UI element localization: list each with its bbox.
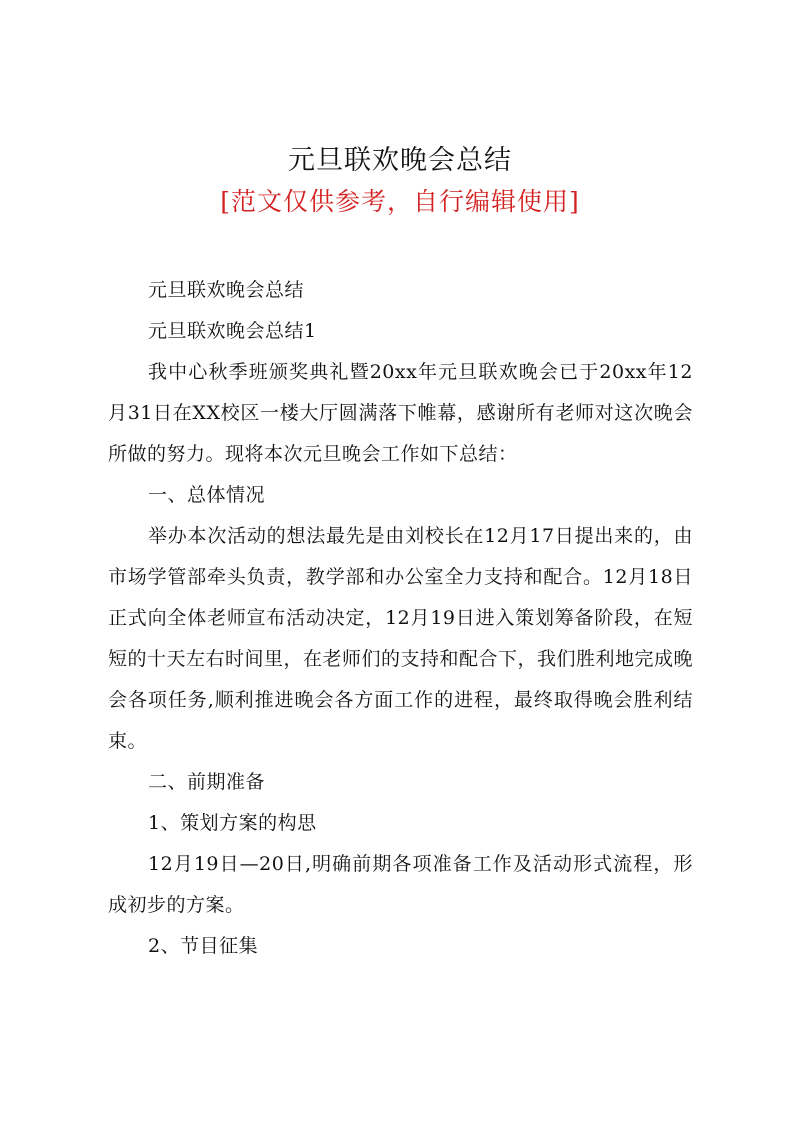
item-heading-program: 2、节目征集 — [148, 935, 259, 957]
paragraph-intro: 我中心秋季班颁奖典礼暨20xx年元旦联欢晚会已于20xx年12月31日在XX校区一楼大厅圆满落下帷幕，感谢所有老师对这次晚会所做的努力。现将本次元旦晚会工作如下总结： — [108, 361, 693, 465]
document-subtitle: [范文仅供参考，自行编辑使用] — [220, 187, 580, 216]
paragraph-overview: 举办本次活动的想法最先是由刘校长在12月17日提出来的，由市场学管部牵头负责，教学部和办公室全力支持和配合。12月18日正式向全体老师宣布活动决定，12月19日进入策划筹备阶段，在短短的十天左右时间里，在老师们的支持和配合下，我们胜利地完成晚会各项任务,顺利推进晚会各方面工作的进程，最终取得晚会胜利结束。 — [108, 525, 694, 752]
document-title: 元旦联欢晚会总结 — [288, 145, 512, 176]
section-heading-preparation: 二、前期准备 — [148, 771, 266, 793]
paragraph-heading: 元旦联欢晚会总结 — [148, 279, 305, 301]
paragraph-subheading: 元旦联欢晚会总结1 — [148, 320, 317, 342]
section-heading-overview: 一、总体情况 — [148, 484, 266, 506]
document-body — [108, 270, 693, 967]
item-heading-plan: 1、策划方案的构思 — [148, 812, 317, 834]
paragraph-plan: 12月19日—20日,明确前期各项准备工作及活动形式流程，形成初步的方案。 — [108, 853, 693, 916]
